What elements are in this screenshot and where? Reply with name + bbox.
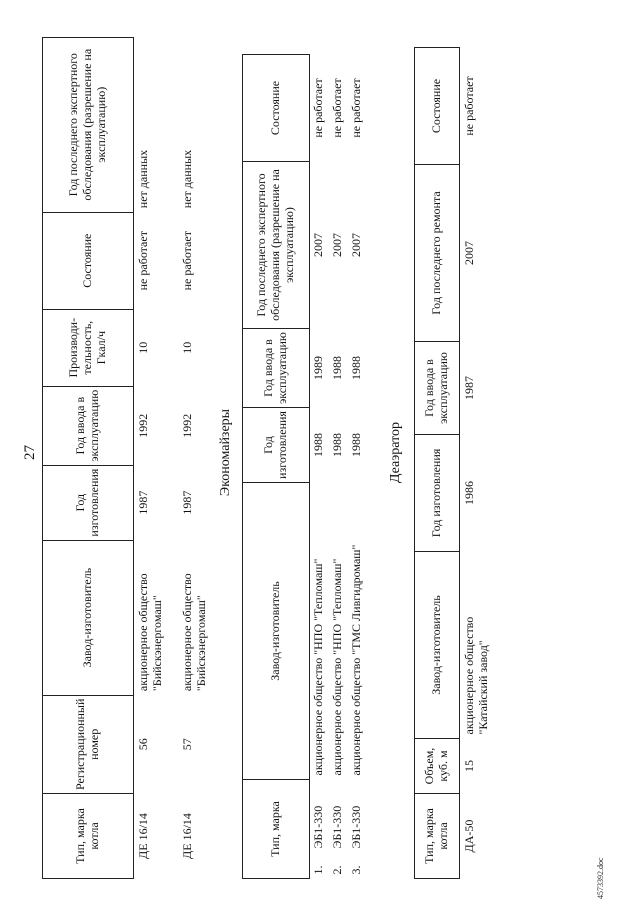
cell-manufacturer: акционерное общество "Бийскэнергомаш" [180, 573, 208, 692]
cell-year-commissioned: 1992 [136, 413, 150, 438]
cell-manufacturer: акционерное общество "Катайский завод" [462, 616, 490, 735]
cell-year-commissioned: 1992 [180, 413, 194, 438]
document-id: 4573392.doc [596, 857, 605, 899]
economizers-title: Экономайзеры [218, 408, 233, 497]
cell-index: 2. [330, 865, 344, 875]
deaerator-table [414, 47, 506, 879]
cell-type: ДЕ 16/14 [136, 813, 150, 859]
cell-last-inspection: 2007 [311, 233, 325, 257]
header-year-made: Год изготовления [415, 435, 460, 552]
cell-manufacturer: акционерное общество "НПО "Тепломаш" [311, 558, 325, 776]
table-header-row [43, 37, 134, 878]
cell-year-commissioned: 1989 [311, 356, 325, 380]
header-manufacturer: Завод-изготовитель [415, 552, 460, 739]
cell-state: не работает [462, 76, 476, 136]
header-last-inspection: Год последнего экспертного обследования (разрешение на эксплуатацию) [243, 162, 310, 329]
cell-capacity: 10 [180, 341, 194, 354]
cell-year-made: 1988 [311, 433, 325, 457]
economizers-table [242, 54, 367, 879]
header-capacity: Производи-тельность, Гкал/ч [43, 309, 134, 386]
cell-last-inspection: нет данных [180, 149, 194, 209]
cell-last-repair: 2007 [462, 241, 476, 265]
cell-manufacturer: акционерное общество "Бийскэнергомаш" [136, 573, 164, 692]
header-manufacturer: Завод-изготовитель [243, 483, 310, 780]
cell-year-commissioned: 1988 [330, 356, 344, 380]
header-year-commissioned: Год ввода в эксплуатацию [243, 329, 310, 408]
header-last-inspection: Год последнего экспертного обследования (разрешение на эксплуатацию) [43, 37, 134, 212]
cell-year-made: 1988 [330, 433, 344, 457]
table-row [460, 48, 507, 879]
cell-last-inspection: 2007 [349, 233, 363, 257]
table-header-row [243, 55, 310, 879]
cell-state: не работает [311, 78, 325, 138]
cell-index: 1. [311, 865, 325, 875]
header-volume: Объем, куб. м [415, 739, 460, 794]
header-last-repair: Год последнего ремонта [415, 165, 460, 342]
cell-type: ЭБ1-330 [311, 805, 325, 849]
cell-state: не работает [136, 231, 150, 291]
cell-year-commissioned: 1987 [462, 376, 476, 400]
header-year-commissioned: Год ввода в эксплуатацию [415, 342, 460, 435]
cell-reg-number: 56 [136, 738, 150, 751]
cell-year-made: 1988 [349, 433, 363, 457]
cell-state: не работает [180, 231, 194, 291]
table-header-row [415, 48, 460, 879]
page-number: 27 [22, 445, 38, 460]
table-row [178, 37, 222, 878]
header-type: Тип, марка котла [415, 794, 460, 879]
header-year-made: Год изготовления [243, 408, 310, 483]
cell-state: не работает [330, 78, 344, 138]
cell-reg-number: 57 [180, 738, 194, 751]
header-state: Состояние [243, 55, 310, 162]
cell-capacity: 10 [136, 341, 150, 354]
cell-volume: 15 [462, 760, 476, 772]
deaerator-title: Деаэратор [388, 421, 403, 484]
cell-year-made: 1986 [462, 481, 476, 505]
cell-manufacturer: акционерное общество "НПО "Тепломаш" [330, 558, 344, 776]
cell-last-inspection: нет данных [136, 149, 150, 209]
header-manufacturer: Завод-изготовитель [43, 540, 134, 695]
cell-last-inspection: 2007 [330, 233, 344, 257]
cell-manufacturer: акционерное общество "ТМС Ливгидромаш" [349, 544, 363, 776]
header-state: Состояние [415, 48, 460, 165]
table-row [348, 55, 367, 879]
table-row [329, 55, 348, 879]
cell-type: ЭБ1-330 [330, 805, 344, 849]
boilers-table [42, 37, 222, 879]
header-type: Тип, марка котла [43, 794, 134, 879]
table-row [310, 55, 330, 879]
header-reg-number: Регистрационный номер [43, 695, 134, 793]
table-row [134, 37, 179, 878]
cell-state: не работает [349, 78, 363, 138]
header-state: Состояние [43, 212, 134, 309]
cell-year-commissioned: 1988 [349, 356, 363, 380]
cell-type: ДА-50 [462, 819, 476, 853]
header-year-made: Год изготовления [43, 465, 134, 540]
header-type: Тип, марка [243, 780, 310, 879]
cell-index: 3. [349, 865, 363, 875]
cell-year-made: 1987 [136, 490, 150, 515]
cell-type: ДЕ 16/14 [180, 813, 194, 859]
header-year-commissioned: Год ввода в эксплуатацию [43, 386, 134, 465]
cell-type: ЭБ1-330 [349, 805, 363, 849]
cell-year-made: 1987 [180, 490, 194, 515]
